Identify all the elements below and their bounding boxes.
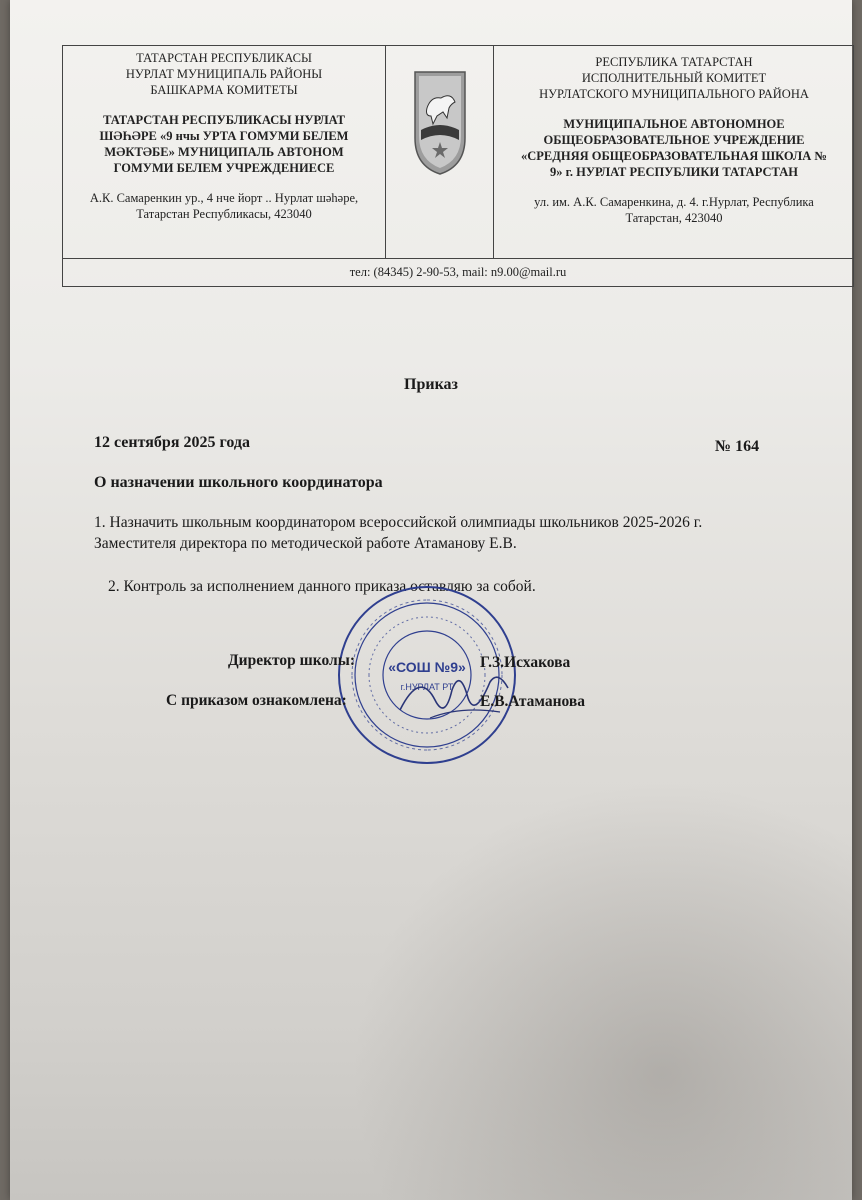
emblem-box	[385, 46, 493, 258]
left-line: НУРЛАТ МУНИЦИПАЛЬ РАЙОНЫ	[125, 67, 323, 81]
acknowledgement-label: С приказом ознакомлена:	[166, 692, 347, 709]
left-school-line: ГОМУМИ БЕЛЕМ УЧРЕЖДЕНИЕСЕ	[113, 161, 335, 175]
order-item-1	[94, 512, 834, 554]
document-sheet	[10, 0, 852, 1200]
document-title: Приказ	[404, 376, 458, 393]
right-school-line: 9» г. НУРЛАТ РЕСПУБЛИКИ ТАТАРСТАН	[550, 165, 798, 179]
left-address-line: А.К. Самаренкин ур., 4 нче йорт .. Нурлат шәһәре,	[89, 191, 359, 205]
document-number: № 164	[715, 438, 760, 455]
left-address-line: Татарстан Республикасы, 423040	[136, 207, 312, 221]
stamp-center-top: «СОШ №9»	[388, 659, 466, 675]
right-address-line: ул. им. А.К. Самаренкина, д. 4. г.Нурлат, Республика	[534, 195, 814, 209]
contact-line: тел: (84345) 2-90-53, mail: n9.00@mail.ru	[63, 258, 853, 287]
right-school-line: «СРЕДНЯЯ ОБЩЕОБРАЗОВАТЕЛЬНАЯ ШКОЛА №	[521, 149, 827, 163]
right-address-line: Татарстан, 423040	[625, 211, 723, 225]
order-item-1-line: Заместителя директора по методической работе Атаманову Е.В.	[94, 535, 517, 552]
stamp-center-bottom: г.НУРЛАТ РТ	[400, 682, 454, 692]
letterhead	[62, 45, 854, 287]
right-line: НУРЛАТСКОГО МУНИЦИПАЛЬНОГО РАЙОНА	[539, 87, 809, 101]
acknowledged-name: Е.В.Атаманова	[480, 693, 586, 710]
left-school-line: ШӘҺӘРЕ «9 нчы УРТА ГОМУМИ БЕЛЕМ	[99, 129, 349, 143]
coat-of-arms-icon	[411, 68, 469, 178]
document-date: 12 сентября 2025 года	[94, 434, 250, 451]
right-school-line: ОБЩЕОБРАЗОВАТЕЛЬНОЕ УЧРЕЖДЕНИЕ	[543, 133, 805, 147]
director-signature-label: Директор школы:	[228, 652, 355, 669]
document-subject: О назначении школьного координатора	[94, 474, 383, 491]
right-line: РЕСПУБЛИКА ТАТАРСТАН	[595, 55, 753, 69]
letterhead-left	[63, 46, 386, 258]
order-item-2: 2. Контроль за исполнением данного приказа оставляю за собой.	[108, 578, 536, 595]
right-school-line: МУНИЦИПАЛЬНОЕ АВТОНОМНОЕ	[563, 117, 785, 131]
order-item-1-line: 1. Назначить школьным координатором всероссийской олимпиады школьников 2025-2026 г.	[94, 514, 703, 531]
left-school-line: ТАТАРСТАН РЕСПУБЛИКАСЫ НУРЛАТ	[103, 113, 345, 127]
right-line: ИСПОЛНИТЕЛЬНЫЙ КОМИТЕТ	[581, 71, 767, 85]
left-line: БАШКАРМА КОМИТЕТЫ	[150, 83, 298, 97]
director-name: Г.З.Исхакова	[480, 654, 571, 671]
left-line: ТАТАРСТАН РЕСПУБЛИКАСЫ	[136, 51, 312, 65]
left-school-line: МӘКТӘБЕ» МУНИЦИПАЛЬ АВТОНОМ	[104, 145, 344, 159]
letterhead-right	[493, 46, 854, 258]
